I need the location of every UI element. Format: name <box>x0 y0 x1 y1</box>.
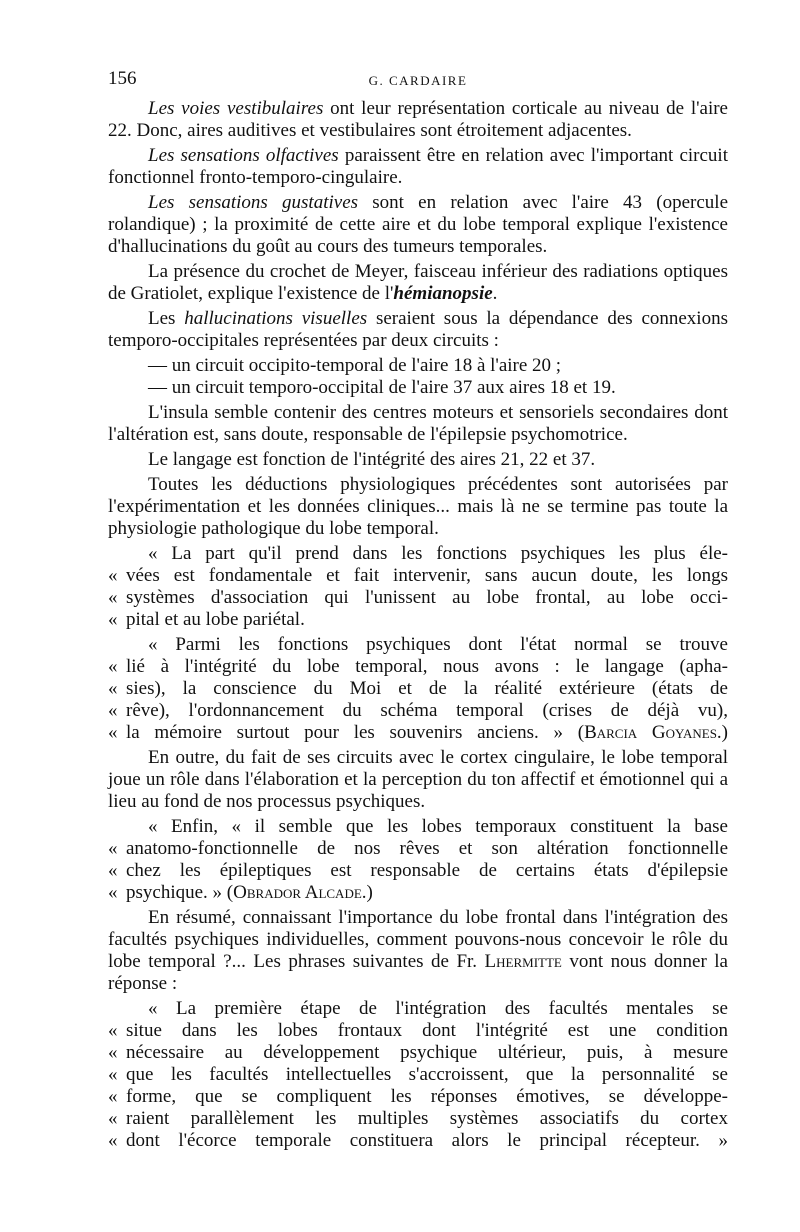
quote-line: « rêve), l'ordonnancement du schéma temporal (crises de déjà vu), <box>108 700 728 721</box>
quote-line: « pital et au lobe pariétal. <box>108 609 305 630</box>
paragraph-insula: L'insula semble contenir des centres moteurs et sensoriels secondaires dont l'altération est, sans doute, responsable de l'épilepsie psychomotrice. <box>108 402 728 445</box>
quote-line: « Parmi les fonctions psychiques dont l'état normal se trouve <box>148 634 728 655</box>
author-name: Barcia Goyanes <box>584 722 717 743</box>
dash-item-2: — un circuit temporo-occipital de l'aire 37 aux aires 18 et 19. <box>148 377 616 398</box>
paragraph-language: Le langage est fonction de l'intégrité des aires 21, 22 et 37. <box>148 449 596 470</box>
quote-line: « vées est fondamentale et fait intervenir, sans aucun doute, les longs <box>108 565 728 586</box>
author-name: Obrador Alcade <box>233 882 362 903</box>
quote-line: « systèmes d'association qui l'unissent au lobe frontal, au lobe occi- <box>108 587 728 608</box>
dash-item-1: — un circuit occipito-temporal de l'aire 18 à l'aire 20 ; <box>148 355 562 376</box>
paragraph-visual-hallucinations: Les hallucinations visuelles seraient sous la dépendance des connexions temporo-occipitales représentées par deux circuits : <box>108 308 728 351</box>
quote-line: « lié à l'intégrité du lobe temporal, nous avons : le langage (apha- <box>108 656 728 677</box>
quote-line: « La première étape de l'intégration des facultés mentales se <box>148 998 728 1019</box>
quote-line: « sies), la conscience du Moi et de la réalité extérieure (états de <box>108 678 728 699</box>
paragraph-deductions: Toutes les déductions physiologiques précédentes sont autorisées par l'expérimentation et les données cliniques... mais là ne se termine pas toute la physiologie pathologique du lobe temporal. <box>108 474 728 539</box>
quote-line: « situe dans les lobes frontaux dont l'intégrité est une condition <box>108 1020 728 1041</box>
quote-line: « la mémoire surtout pour les souvenirs anciens. » (Barcia Goyanes.) <box>108 722 728 743</box>
running-head: G. CARDAIRE <box>368 73 468 88</box>
page-number: 156 <box>108 68 137 89</box>
quote-line: « nécessaire au développement psychique ultérieur, puis, à mesure <box>108 1042 728 1063</box>
paragraph-cingulate: En outre, du fait de ses circuits avec le cortex cingulaire, le lobe temporal joue un rôle dans l'élaboration et la perception du ton affectif et émotionnel qui a lieu au fond de nos processus psychiques. <box>108 747 728 812</box>
quote-line: « La part qu'il prend dans les fonctions psychiques les plus éle- <box>148 543 728 564</box>
quote-line: « que les facultés intellectuelles s'accroissent, que la personnalité se <box>108 1064 728 1085</box>
quote-line: « anatomo-fonctionnelle de nos rêves et son altération fonctionnelle <box>108 838 728 859</box>
quote-line: « dont l'écorce temporale constituera alors le principal récepteur. » <box>108 1130 728 1151</box>
paragraph-vestibular: Les voies vestibulaires ont leur représentation corticale au niveau de l'aire 22. Donc, aires auditives et vestibulaires sont étroitement adjacentes. <box>108 98 728 141</box>
book-page <box>108 68 728 1155</box>
paragraph-olfactory: Les sensations olfactives paraissent être en relation avec l'important circuit fonctionnel fronto-temporo-cingulaire. <box>108 145 728 188</box>
quote-line: « psychique. » (Obrador Alcade.) <box>108 882 373 903</box>
quote-1 <box>108 543 728 631</box>
author-name: Lhermitte <box>484 951 562 972</box>
paragraph-summary: En résumé, connaissant l'importance du lobe frontal dans l'intégration des facultés psychiques individuelles, comment pouvons-nous concevoir le rôle du lobe temporal ?... Les phrases suivantes de Fr. Lhermitte vont nous donner la réponse : <box>108 907 728 994</box>
quote-line: « forme, que se compliquent les réponses émotives, se développe- <box>108 1086 728 1107</box>
quote-line: « Enfin, « il semble que les lobes temporaux constituent la base <box>148 816 728 837</box>
quote-line: « chez les épileptiques est responsable de certains états d'épilepsie <box>108 860 728 881</box>
quote-4 <box>108 998 728 1152</box>
quote-3 <box>108 816 728 904</box>
page-header <box>108 68 728 98</box>
paragraph-meyer: La présence du crochet de Meyer, faisceau inférieur des radiations optiques de Gratiolet, explique l'existence de l'hémianopsie. <box>108 261 728 304</box>
quote-line: « raient parallèlement les multiples systèmes associatifs du cortex <box>108 1108 728 1129</box>
quote-2 <box>108 634 728 744</box>
paragraph-gustatory: Les sensations gustatives sont en relation avec l'aire 43 (opercule rolandique) ; la proximité de cette aire et du lobe temporal explique l'existence d'hallucinations du goût au cours des tumeurs temporales. <box>108 192 729 257</box>
